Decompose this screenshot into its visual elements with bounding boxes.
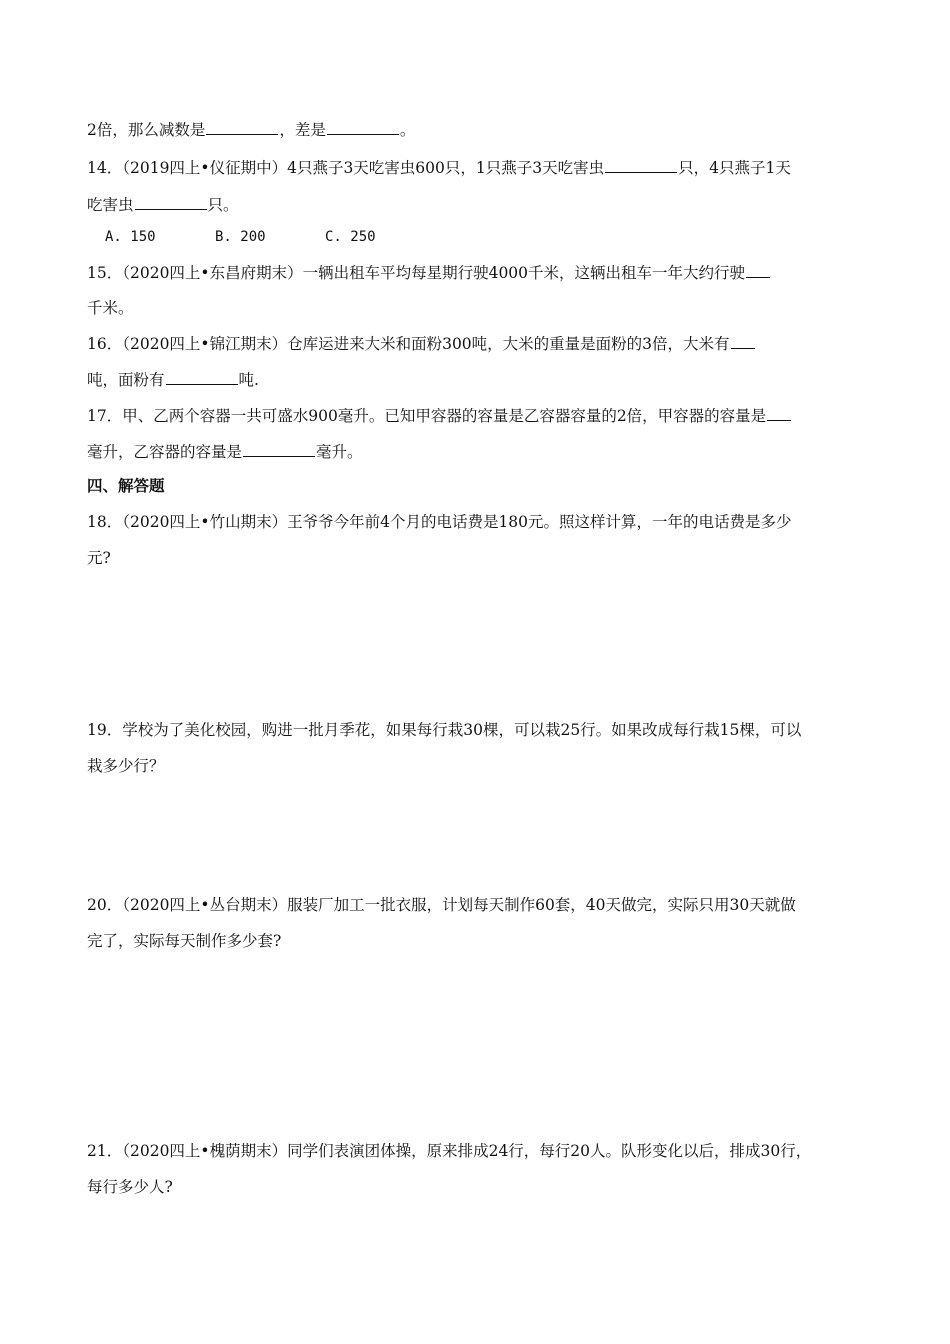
option-a[interactable]: A. 150 [105, 229, 156, 245]
answer-blank[interactable] [206, 119, 278, 135]
question-17: 17．甲、乙两个容器一共可盛水900毫升。已知甲容器的容量是乙容器容量的2倍，甲容器的容量是 [87, 405, 792, 426]
answer-blank[interactable] [767, 405, 791, 421]
answer-blank[interactable] [731, 333, 755, 349]
question-20-line2: 完了，实际每天制作多少套? [87, 932, 282, 950]
question-14-line2: 吃害虫 只。 [87, 196, 239, 214]
question-21-line2: 每行多少人? [87, 1178, 173, 1196]
option-c[interactable]: C. 250 [325, 229, 376, 245]
answer-blank[interactable] [135, 194, 207, 210]
question-18: 18．（2020四上•竹山期末）王爷爷今年前4个月的电话费是180元。照这样计算，一年的电话费是多少 [87, 513, 792, 531]
question-16-line2: 吨，面粉有 吨. [87, 371, 259, 389]
q13-continuation: 2倍，那么减数是 ，差是 。 [87, 121, 416, 139]
answer-blank[interactable] [746, 262, 770, 278]
question-17-line2: 毫升，乙容器的容量是 毫升。 [87, 443, 363, 461]
question-16: 16．（2020四上•锦江期末）仓库运进来大米和面粉300吨，大米的重量是面粉的3倍，大米有 [87, 333, 756, 354]
question-19: 19．学校为了美化校园，购进一批月季花，如果每行栽30棵，可以栽25行。如果改成每行栽15棵，可以 [87, 721, 802, 739]
section-heading: 四、解答题 [87, 477, 165, 495]
question-21: 21．（2020四上•槐荫期末）同学们表演团体操，原来排成24行，每行20人。队形变化以后，排成30行， [87, 1142, 812, 1160]
question-14: 14．（2019四上•仪征期中）4只燕子3天吃害虫600只，1只燕子3天吃害虫 只，4只燕子1天 [87, 159, 791, 177]
question-20: 20．（2020四上•丛台期末）服装厂加工一批衣服，计划每天制作60套，40天做完，实际只用30天就做 [87, 896, 796, 914]
answer-blank[interactable] [166, 369, 238, 385]
answer-blank[interactable] [243, 441, 315, 457]
question-15: 15．（2020四上•东昌府期末）一辆出租车平均每星期行驶4000千米，这辆出租车一年大约行驶 [87, 262, 771, 283]
answer-blank[interactable] [605, 157, 677, 173]
option-b[interactable]: B. 200 [215, 229, 266, 245]
answer-blank[interactable] [327, 119, 399, 135]
question-14-options [105, 227, 376, 247]
question-15-line2: 千米。 [87, 299, 134, 317]
question-19-line2: 栽多少行？ [87, 757, 165, 775]
question-18-line2: 元? [87, 549, 111, 567]
